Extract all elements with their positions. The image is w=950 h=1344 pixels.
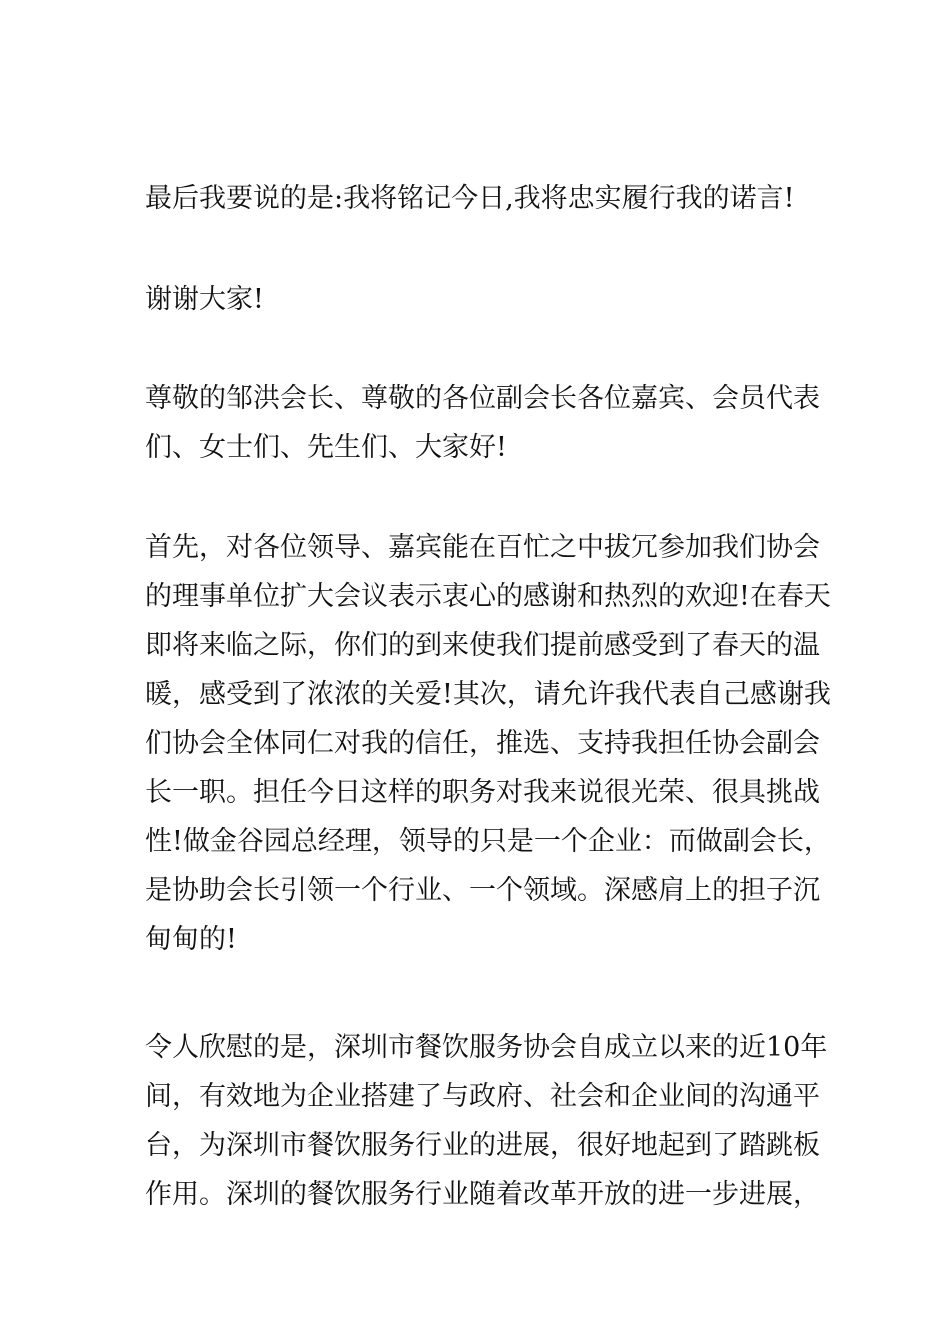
paragraph-welcome-line: 性!做金谷园总经理，领导的只是一个企业：而做副会长，: [145, 826, 831, 857]
paragraph-welcome-line: 是协助会长引领一个行业、一个领域。深感肩上的担子沉: [145, 875, 820, 906]
paragraph-greeting-line: 们、女士们、先生们、大家好!: [145, 432, 507, 463]
paragraph-welcome-line: 的理事单位扩大会议表示衷心的感谢和热烈的欢迎!在春天: [145, 581, 831, 612]
paragraph-welcome-line: 甸甸的!: [145, 924, 237, 955]
paragraph-association-line: 间，有效地为企业搭建了与政府、社会和企业间的沟通平: [145, 1081, 820, 1112]
paragraph-closing-remark: 最后我要说的是:我将铭记今日,我将忠实履行我的诺言!: [145, 183, 795, 214]
paragraph-welcome-line: 长一职。担任今日这样的职务对我来说很光荣、很具挑战: [145, 777, 820, 808]
paragraph-welcome-line: 即将来临之际，你们的到来使我们提前感受到了春天的温: [145, 630, 820, 661]
paragraph-greeting-line: 尊敬的邹洪会长、尊敬的各位副会长各位嘉宾、会员代表: [145, 383, 820, 414]
paragraph-thanks: 谢谢大家!: [145, 284, 264, 315]
paragraph-welcome-line: 首先，对各位领导、嘉宾能在百忙之中拔冗参加我们协会: [145, 532, 820, 563]
paragraph-association-line: 令人欣慰的是，深圳市餐饮服务协会自成立以来的近10年: [145, 1032, 828, 1063]
paragraph-association-line: 台，为深圳市餐饮服务行业的进展，很好地起到了踏跳板: [145, 1130, 820, 1161]
paragraph-association-line: 作用。深圳的餐饮服务行业随着改革开放的进一步进展，: [145, 1179, 820, 1210]
paragraph-welcome-line: 们协会全体同仁对我的信任，推选、支持我担任协会副会: [145, 728, 820, 759]
paragraph-welcome-line: 暖，感受到了浓浓的关爱!其次，请允许我代表自己感谢我: [145, 679, 831, 710]
